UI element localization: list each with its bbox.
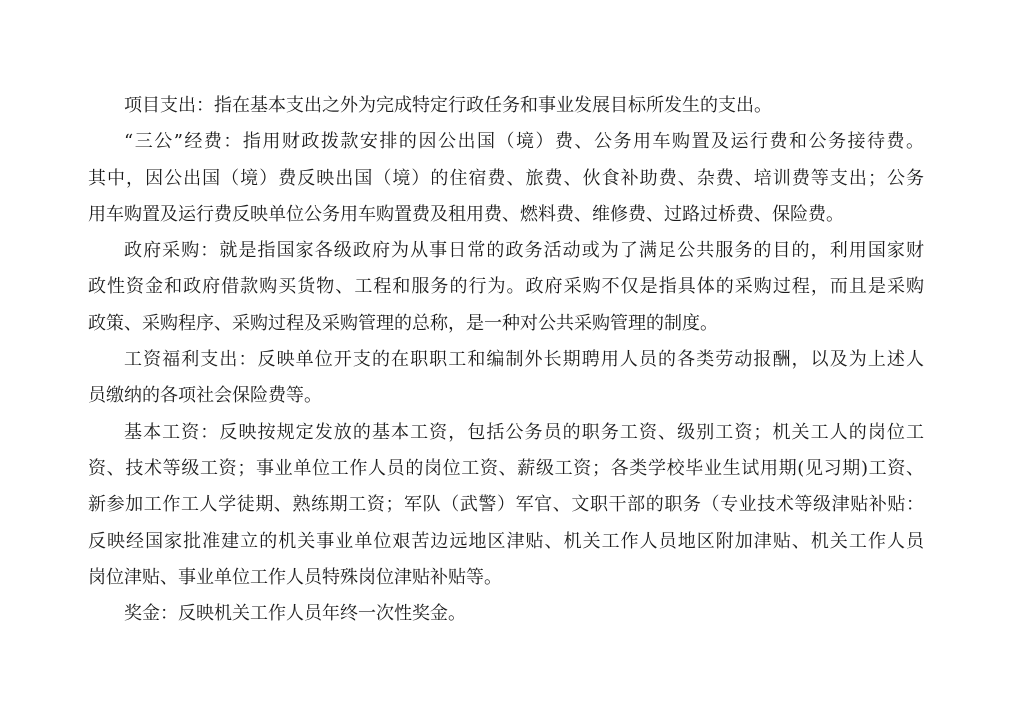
paragraph-line: 政府采购：就是指国家各级政府为从事日常的政务活动或为了满足公共服务的目的，利用国家财 xyxy=(124,240,924,262)
paragraph-line: “三公”经费：指用财政拨款安排的因公出国（境）费、公务用车购置及运行费和公务接待费。 xyxy=(124,131,924,153)
paragraph-bonus xyxy=(88,596,924,632)
paragraph-line: 政性资金和政府借款购买货物、工程和服务的行为。政府采购不仅是指具体的采购过程，而且是采购 xyxy=(88,276,924,298)
paragraph-line: 其中，因公出国（境）费反映出国（境）的住宿费、旅费、伙食补助费、杂费、培训费等支出；公务 xyxy=(88,167,924,189)
paragraph-line: 员缴纳的各项社会保险费等。 xyxy=(88,385,322,407)
paragraph-wage-welfare-expenditure xyxy=(88,342,924,415)
paragraph-three-public-expenses xyxy=(88,124,924,233)
paragraph-line: 新参加工作工人学徒期、熟练期工资；军队（武警）军官、文职干部的职务（专业技术等级津贴补贴： xyxy=(88,494,924,516)
paragraph-project-expenditure xyxy=(88,88,924,124)
paragraph-line: 岗位津贴、事业单位工作人员特殊岗位津贴补贴等。 xyxy=(88,566,502,588)
paragraph-line: 反映经国家批准建立的机关事业单位艰苦边远地区津贴、机关工作人员地区附加津贴、机关工作人员 xyxy=(88,530,924,552)
paragraph-line: 工资福利支出：反映单位开支的在职职工和编制外长期聘用人员的各类劳动报酬，以及为上述人 xyxy=(124,349,924,371)
paragraph-line: 政策、采购程序、采购过程及采购管理的总称，是一种对公共采购管理的制度。 xyxy=(88,312,718,334)
paragraph-line: 资、技术等级工资；事业单位工作人员的岗位工资、薪级工资；各类学校毕业生试用期(见习期)工资、 xyxy=(88,457,924,479)
document-body xyxy=(88,88,924,632)
paragraph-line: 奖金：反映机关工作人员年终一次性奖金。 xyxy=(124,603,466,625)
paragraph-line: 基本工资：反映按规定发放的基本工资，包括公务员的职务工资、级别工资；机关工人的岗位工 xyxy=(124,421,924,443)
paragraph-line: 项目支出：指在基本支出之外为完成特定行政任务和事业发展目标所发生的支出。 xyxy=(124,95,772,116)
paragraph-line: 用车购置及运行费反映单位公务用车购置费及租用费、燃料费、维修费、过路过桥费、保险费。 xyxy=(88,203,844,225)
paragraph-government-procurement xyxy=(88,233,924,342)
paragraph-basic-wage xyxy=(88,415,924,596)
